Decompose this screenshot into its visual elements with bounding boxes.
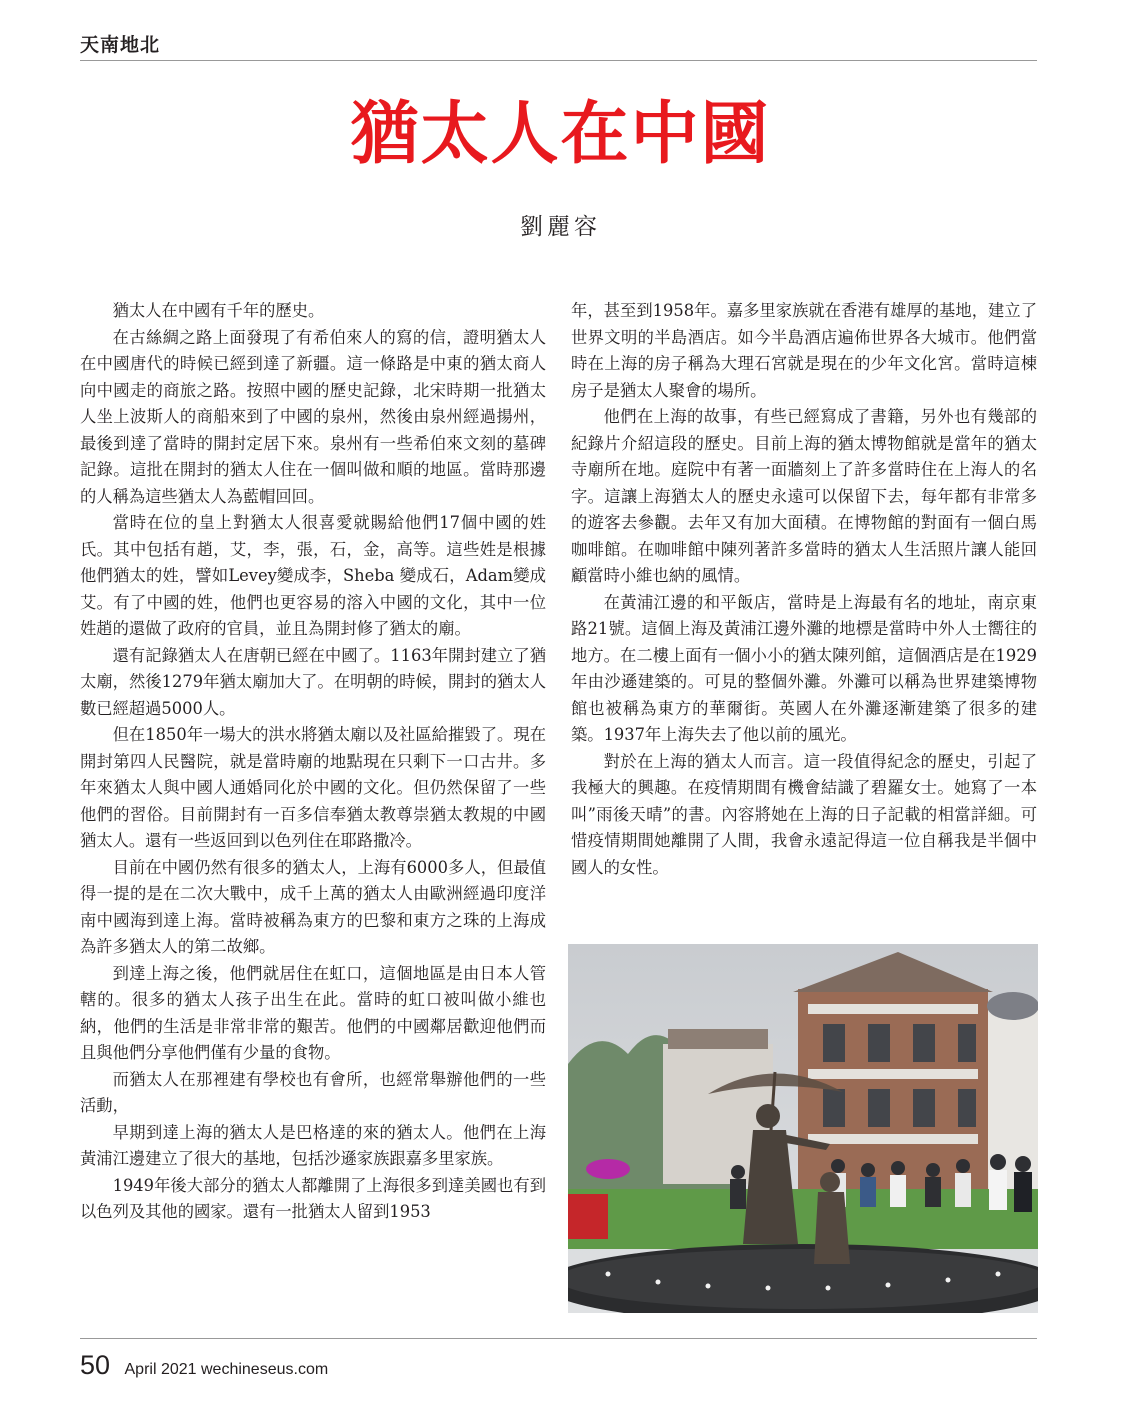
left-column xyxy=(80,298,546,1226)
top-divider xyxy=(80,60,1037,61)
article-title: 猶太人在中國 xyxy=(350,95,771,174)
paragraph: 目前在中國仍然有很多的猶太人，上海有6000多人，但最值得一提的是在二次大戰中，成千上萬的猶太人由歐洲經過印度洋南中國海到達上海。當時被稱為東方的巴黎和東方之珠的上海成為許多猶太人的第二故鄉。 xyxy=(80,857,546,956)
paragraph: 他們在上海的故事，有些已經寫成了書籍，另外也有幾部的紀錄片介紹這段的歷史。目前上海的猶太博物館就是當年的猶太寺廟所在地。庭院中有著一面牆刻上了許多當時住在上海人的名字。這讓上海猶太人的歷史永遠可以保留下去，每年都有非常多的遊客去參觀。去年又有加大面積。在博物館的對面有一個白馬咖啡館。在咖啡館中陳列著許多當時的猶太人生活照片讓人能回顧當時小維也納的風情。 xyxy=(571,407,1037,585)
paragraph: 在黃浦江邊的和平飯店，當時是上海最有名的地址，南京東路21號。這個上海及黃浦江邊外灘的地標是當時中外人士嚮往的地方。在二樓上面有一個小小的猶太陳列館，這個酒店是在1929年由沙遜建築的。可見的整個外灘。外灘可以稱為世界建築博物館也被稱為東方的華爾街。英國人在外灘逐漸建築了很多的建築。1937年上海失去了他以前的風光。 xyxy=(571,592,1037,744)
paragraph: 但在1850年一場大的洪水將猶太廟以及社區給摧毀了。現在開封第四人民醫院，就是當時廟的地點現在只剩下一口古井。多年來猶太人與中國人通婚同化於中國的文化。但仍然保留了一些他們的習俗。目前開封有一百多信奉猶太教尊崇猶太教規的中國猶太人。還有一些返回到以色列住在耶路撒冷。 xyxy=(80,725,546,850)
paragraph: 猶太人在中國有千年的歷史。 xyxy=(112,301,325,320)
paragraph: 而猶太人在那裡建有學校也有會所，也經常舉辦他們的一些活動， xyxy=(80,1069,546,1115)
page-footer xyxy=(80,1350,328,1381)
issue-info: April 2021 wechineseus.com xyxy=(124,1361,329,1378)
paragraph: 還有記錄猶太人在唐朝已經在中國了。1163年開封建立了猶太廟，然後1279年猶太廟加大了。在明朝的時候，開封的猶太人數已經超過5000人。 xyxy=(80,645,546,718)
paragraph: 到達上海之後，他們就居住在虹口，這個地區是由日本人管轄的。很多的猶太人孩子出生在此。當時的虹口被叫做小維也納，他們的生活是非常非常的艱苦。他們的中國鄰居歡迎他們而且與他們分享他們僅有少量的食物。 xyxy=(80,963,546,1062)
paragraph: 1949年後大部分的猶太人都離開了上海很多到達美國也有到以色列及其他的國家。還有一批猶太人留到1953 xyxy=(80,1175,546,1221)
right-column xyxy=(571,298,1037,881)
article-author: 劉麗容 xyxy=(520,214,601,240)
paragraph: 早期到達上海的猶太人是巴格達的來的猶太人。他們在上海黃浦江邊建立了很大的基地，包括沙遜家族跟嘉多里家族。 xyxy=(80,1122,546,1168)
bottom-divider xyxy=(80,1338,1037,1339)
paragraph: 對於在上海的猶太人而言。這一段值得紀念的歷史，引起了我極大的興趣。在疫情期間有機會結識了碧羅女士。她寫了一本叫”雨後天晴”的書。內容將她在上海的日子記載的相當詳細。可惜疫情期間她離開了人間，我會永遠記得這一位自稱我是半個中國人的女性。 xyxy=(571,751,1037,877)
paragraph: 在古絲綢之路上面發現了有希伯來人的寫的信，證明猶太人在中國唐代的時候已經到達了新疆。這一條路是中東的猶太商人向中國走的商旅之路。按照中國的歷史記錄，北宋時期一批猶太人坐上波斯人的商船來到了中國的泉州，然後由泉州經過揚州，最後到達了當時的開封定居下來。泉州有一些希伯來文刻的墓碑記錄。這批在開封的猶太人住在一個叫做和順的地區。當時那邊的人稱為這些猶太人為藍帽回回。 xyxy=(80,327,546,506)
paragraph: 當時在位的皇上對猶太人很喜愛就賜給他們17個中國的姓氏。其中包括有趙，艾，李，張，石，金，高等。這些姓是根據他們猶太的姓，譬如Levey變成李，Sheba 變成石，Adam變成艾。有了中國的姓，他們也更容易的溶入中國的文化，其中一位姓趙的還做了政府的官員，並且為開封修了猶太的廟。 xyxy=(80,513,546,638)
statue-photo xyxy=(568,944,1038,1313)
page-number: 50 xyxy=(80,1350,111,1380)
paragraph-continued: 年，甚至到1958年。嘉多里家族就在香港有雄厚的基地，建立了世界文明的半島酒店。如今半島酒店遍佈世界各大城市。他們當時在上海的房子稱為大理石宮就是現在的少年文化宮。當時這棟房子是猶太人聚會的場所。 xyxy=(571,301,1037,400)
section-label: 天南地北 xyxy=(80,34,161,56)
